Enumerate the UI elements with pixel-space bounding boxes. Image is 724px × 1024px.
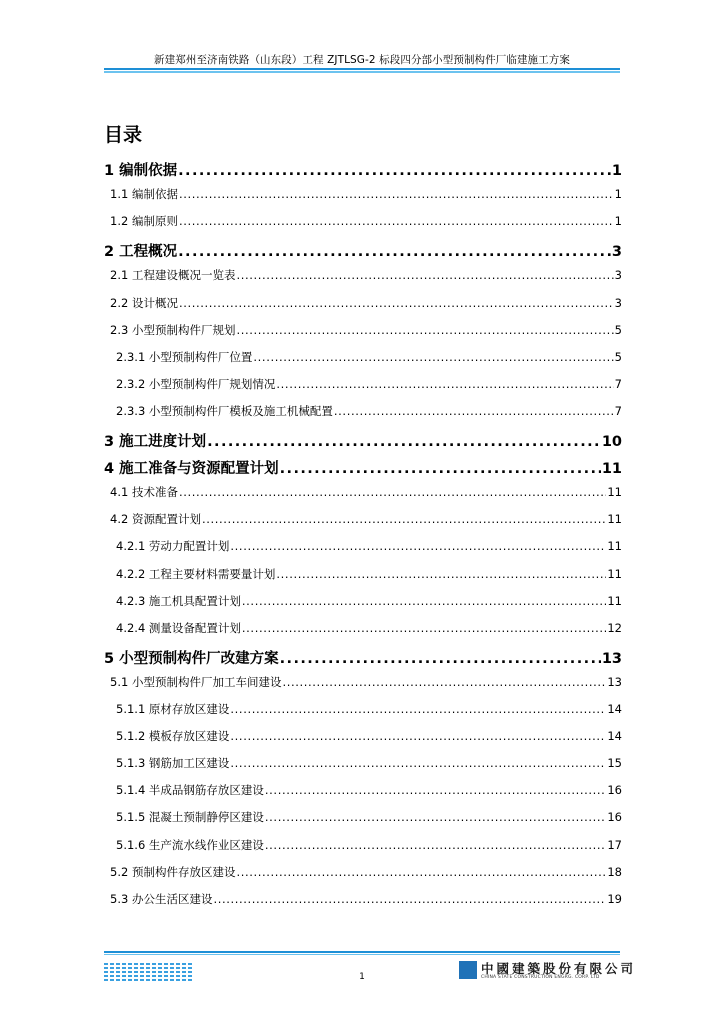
toc-leader-dots [280,651,601,667]
toc-leader-dots [236,323,613,337]
toc-leader-dots [265,783,606,797]
toc-entry-page: 11 [601,461,622,477]
toc-entry[interactable] [104,647,622,668]
toc-leader-dots [230,729,606,743]
toc-entry-title: 4.2.1 劳动力配置计划 [116,539,230,553]
toc-leader-dots [202,512,606,526]
toc-entry-title: 3 施工进度计划 [104,434,207,450]
header-title: 新建郑州至济南铁路（山东段）工程 ZJTLSG-2 标段四分部小型预制构件厂临建施工方案 [154,54,570,66]
toc-entry-title: 5.2 预制构件存放区建设 [110,865,236,879]
toc-entry[interactable] [104,159,622,180]
toc-entry[interactable] [104,430,622,451]
toc-entry[interactable] [104,782,622,798]
toc-entry-title: 4 施工准备与资源配置计划 [104,461,279,477]
toc-entry-page: 11 [607,485,622,499]
toc-entry-page: 1 [611,163,622,179]
page-number: 1 [359,972,365,982]
toc-leader-dots [178,163,611,179]
toc-entry-page: 17 [607,838,622,852]
toc-entry-page: 1 [614,187,622,201]
toc-leader-dots [253,350,613,364]
toc-entry[interactable] [104,674,622,690]
toc-entry[interactable] [104,240,622,261]
toc-entry-title: 1 编制依据 [104,163,178,179]
toc-entry[interactable] [104,213,622,229]
toc-entry-page: 11 [607,512,622,526]
toc-entry[interactable] [104,511,622,527]
toc-entry[interactable] [104,620,622,636]
toc-entry-title: 5.1 小型预制构件厂加工车间建设 [110,675,282,689]
toc-entry-page: 5 [614,350,622,364]
toc-entry[interactable] [104,728,622,744]
toc-entry[interactable] [104,809,622,825]
company-logo [459,961,637,983]
company-logo-icon [459,961,477,979]
toc-entry-page: 18 [607,865,622,879]
toc-leader-dots [236,268,613,282]
toc-entry-page: 13 [601,651,622,667]
toc-entry-title: 4.2.2 工程主要材料需要量计划 [116,567,276,581]
toc-leader-dots [280,461,601,477]
toc-entry-page: 14 [607,729,622,743]
toc-leader-dots [179,296,614,310]
toc-entry-page: 14 [607,702,622,716]
toc-entry-page: 13 [607,675,622,689]
toc-leader-dots [282,675,606,689]
toc-leader-dots [334,404,614,418]
toc-entry-page: 16 [607,783,622,797]
toc-entry[interactable] [104,864,622,880]
toc-entry-title: 5.1.3 钢筋加工区建设 [116,756,230,770]
toc-entry-title: 4.2.3 施工机具配置计划 [116,594,241,608]
toc-leader-dots [179,485,606,499]
toc-title: 目录 [104,124,143,146]
toc-entry[interactable] [104,403,622,419]
toc-entry[interactable] [104,566,622,582]
toc-entry-title: 4.1 技术准备 [110,485,178,499]
toc-leader-dots [265,810,606,824]
toc-entry-title: 2.2 设计概况 [110,296,178,310]
toc-leader-dots [178,244,611,260]
toc-entry[interactable] [104,538,622,554]
toc-leader-dots [242,621,606,635]
toc-entry[interactable] [104,891,622,907]
toc-entry[interactable] [104,322,622,338]
toc-entry-title: 5.1.4 半成品钢筋存放区建设 [116,783,264,797]
company-name-cn: 中國建築股份有限公司 [481,961,637,976]
toc-leader-dots [207,434,601,450]
toc-entry[interactable] [104,376,622,392]
toc-entry[interactable] [104,701,622,717]
header-rule [104,68,620,73]
toc-entry-title: 2.3.1 小型预制构件厂位置 [116,350,253,364]
toc-entry-page: 7 [614,404,622,418]
toc-entry-title: 1.2 编制原则 [110,214,178,228]
toc-entry-title: 2.3 小型预制构件厂规划 [110,323,236,337]
toc-entry-title: 5 小型预制构件厂改建方案 [104,651,279,667]
toc-entry[interactable] [104,457,622,478]
toc-leader-dots [230,756,606,770]
toc-entry-page: 1 [614,214,622,228]
toc-leader-dots [179,214,614,228]
toc-leader-dots [230,539,606,553]
toc-entry-title: 5.1.5 混凝土预制静停区建设 [116,810,264,824]
toc-leader-dots [276,567,606,581]
toc-entry-title: 1.1 编制依据 [110,187,178,201]
toc-entry[interactable] [104,295,622,311]
toc-entry-title: 5.1.2 模板存放区建设 [116,729,230,743]
toc-entry-page: 15 [607,756,622,770]
toc-leader-dots [230,702,606,716]
toc-entry[interactable] [104,484,622,500]
toc-entry-page: 3 [611,244,622,260]
toc-entry-title: 2 工程概况 [104,244,178,260]
toc-entry-title: 5.1.1 原材存放区建设 [116,702,230,716]
toc-entry-page: 16 [607,810,622,824]
toc-leader-dots [276,377,613,391]
toc-leader-dots [213,892,606,906]
toc-entry-page: 19 [607,892,622,906]
toc-leader-dots [236,865,606,879]
footer-rule [104,951,620,955]
company-name-en: CHINA STATE CONSTRUCTION ENGRG. CORP. LTD [481,975,600,980]
toc-entry-page: 12 [607,621,622,635]
toc-entry-page: 11 [607,539,622,553]
toc-entry-page: 5 [614,323,622,337]
toc-entry[interactable] [104,837,622,853]
toc-leader-dots [179,187,614,201]
toc-entry-title: 2.3.3 小型预制构件厂模板及施工机械配置 [116,404,333,418]
toc-entry[interactable] [104,755,622,771]
toc-leader-dots [265,838,606,852]
toc-entry-page: 11 [607,567,622,581]
toc-entry-title: 4.2 资源配置计划 [110,512,201,526]
toc-entry-page: 7 [614,377,622,391]
toc-entry-title: 5.1.6 生产流水线作业区建设 [116,838,264,852]
toc-leader-dots [242,594,606,608]
toc-entry-title: 2.1 工程建设概况一览表 [110,268,236,282]
toc-entry[interactable] [104,349,622,365]
toc-entry-page: 3 [614,268,622,282]
toc-entry-page: 10 [601,434,622,450]
toc-entry[interactable] [104,186,622,202]
toc-entry-title: 5.3 办公生活区建设 [110,892,213,906]
toc-entry[interactable] [104,593,622,609]
toc-entry-page: 11 [607,594,622,608]
toc-entry-title: 4.2.4 测量设备配置计划 [116,621,241,635]
toc-entry-page: 3 [614,296,622,310]
toc-entry[interactable] [104,267,622,283]
toc-entry-title: 2.3.2 小型预制构件厂规划情况 [116,377,276,391]
